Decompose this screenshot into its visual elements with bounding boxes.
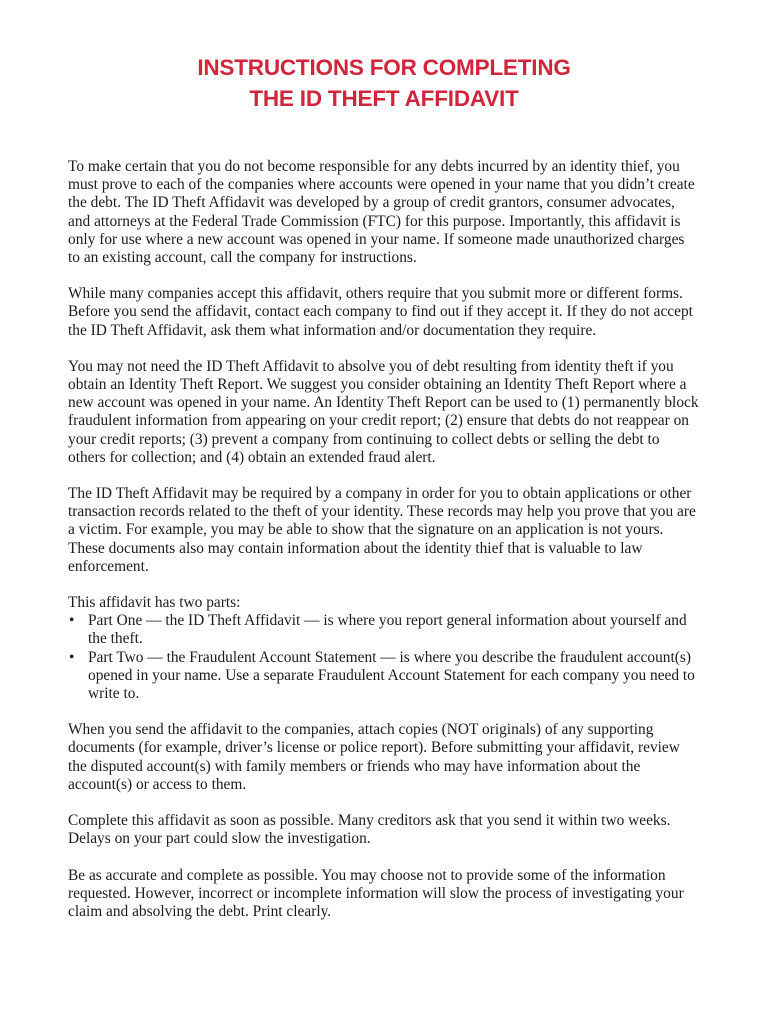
document-body [68, 158, 700, 921]
parts-section [68, 594, 700, 703]
parts-intro: This affidavit has two parts: [68, 594, 241, 612]
page-title [68, 52, 700, 114]
list-item-part-two [68, 649, 700, 704]
paragraph-supporting-documents: When you send the affidavit to the companies, attach copies (NOT originals) of any supporting documents (for example, driver’s license or police report). Before submitting your affidavit, review the disputed account(s) with family members or friends who may have information about the account(s) or access to them. [68, 721, 680, 793]
paragraph-timing: Complete this affidavit as soon as possible. Many creditors ask that you send it within two weeks. Delays on your part could slow the investigation. [68, 812, 671, 848]
paragraph-intro: To make certain that you do not become responsible for any debts incurred by an identity thief, you must prove to each of the companies where accounts were opened in your name that you didn’t create the debt. The ID Theft Affidavit was developed by a group of credit grantors, consumer advocates, and attorneys at the Federal Trade Commission (FTC) for this purpose. Importantly, this affidavit is only for use where a new account was opened in your name. If someone made unauthorized charges to an existing account, call the company for instructions. [68, 158, 695, 267]
part-two-text: Part Two — the Fraudulent Account Statement — is where you describe the fraudulent account(s) opened in your name. Use a separate Fraudulent Account Statement for each company you need to write to. [88, 648, 695, 703]
paragraph-acceptance: While many companies accept this affidavit, others require that you submit more or different forms. Before you send the affidavit, contact each company to find out if they accept it. If they do not accept the ID Theft Affidavit, ask them what information and/or documentation they require. [68, 285, 693, 339]
part-one-text: Part One — the ID Theft Affidavit — is where you report general information about yourself and the theft. [88, 612, 687, 648]
bullet-icon: • [69, 648, 75, 666]
list-item-part-one [68, 612, 700, 648]
title-line-2: THE ID THEFT AFFIDAVIT [249, 86, 519, 111]
paragraph-accuracy: Be as accurate and complete as possible. You may choose not to provide some of the information requested. However, incorrect or incomplete information will slow the process of investigating your claim and absolving the debt. Print clearly. [68, 866, 684, 920]
bullet-icon: • [69, 612, 75, 630]
title-line-1: INSTRUCTIONS FOR COMPLETING [197, 55, 571, 80]
paragraph-identity-theft-report: You may not need the ID Theft Affidavit to absolve you of debt resulting from identity theft if you obtain an Identity Theft Report. We suggest you consider obtaining an Identity Theft Report where a new account was opened in your name. An Identity Theft Report can be used to (1) permanently block fraudulent information from appearing on your credit report; (2) ensure that debts do not reappear on your credit reports; (3) prevent a company from continuing to collect debts or selling the debt to others for collection; and (4) obtain an extended fraud alert. [68, 357, 699, 466]
parts-list [68, 612, 700, 703]
paragraph-transaction-records: The ID Theft Affidavit may be required by a company in order for you to obtain applications or other transaction records related to the theft of your identity. These records may help you prove that you are a victim. For example, you may be able to show that the signature on an application is not yours. These documents also may contain information about the identity thief that is valuable to law enforcement. [68, 485, 696, 575]
